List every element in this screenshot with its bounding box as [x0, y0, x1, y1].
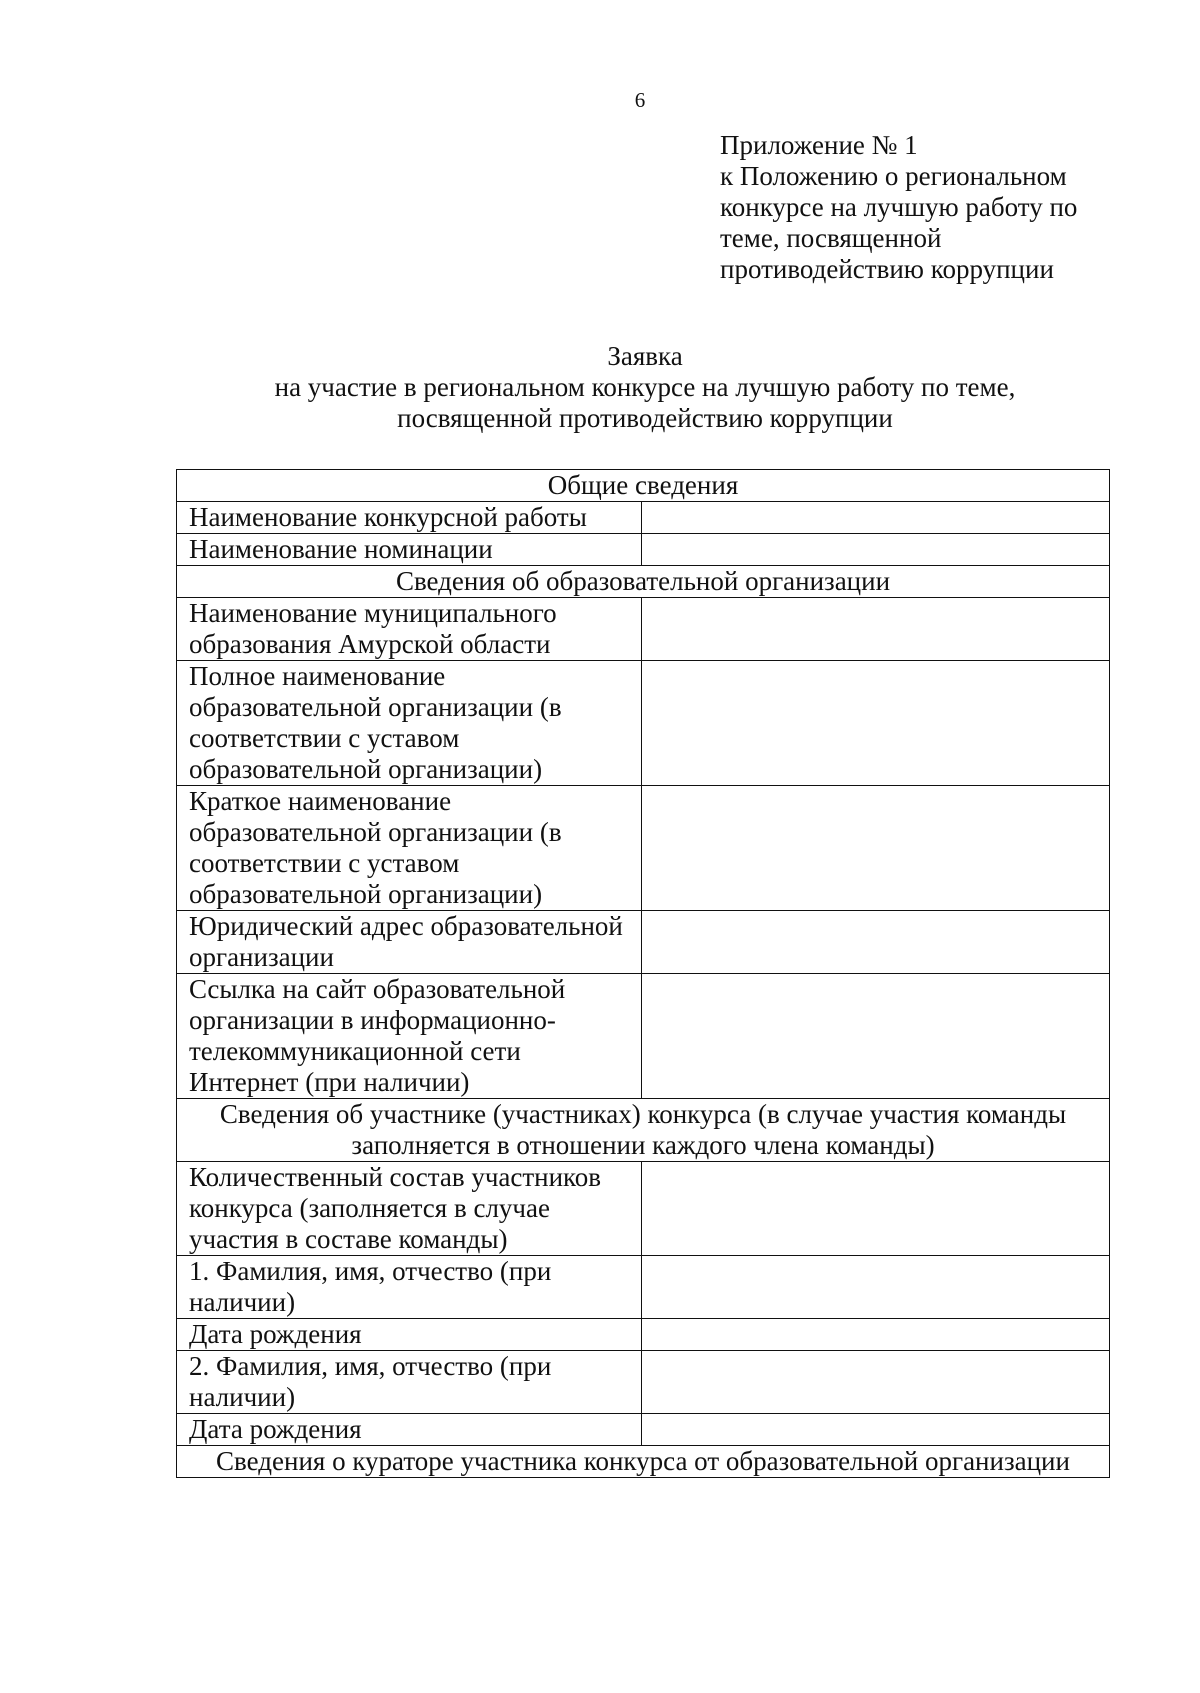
table-row — [177, 1256, 1110, 1319]
field-label-work-name: Наименование конкурсной работы — [177, 502, 642, 534]
page-number: 6 — [634, 88, 646, 112]
table-row — [177, 1162, 1110, 1256]
table-row — [177, 1446, 1110, 1478]
field-value-nomination[interactable] — [642, 534, 1110, 566]
field-value-birth-1[interactable] — [642, 1319, 1110, 1351]
field-label-birth-2: Дата рождения — [177, 1414, 642, 1446]
section-participants-header: Сведения об участнике (участниках) конкурса (в случае участия команды заполняется в отношении каждого члена команды) — [177, 1099, 1110, 1162]
field-label-full-name: Полное наименование образовательной организации (в соответствии с уставом образовательной организации) — [177, 661, 642, 786]
appendix-line: конкурсе на лучшую работу по — [720, 192, 1078, 222]
table-row — [177, 911, 1110, 974]
application-form-table — [176, 469, 1110, 1478]
field-value-work-name[interactable] — [642, 502, 1110, 534]
table-row — [177, 566, 1110, 598]
title-main: Заявка — [607, 341, 683, 371]
table-row — [177, 534, 1110, 566]
field-label-birth-1: Дата рождения — [177, 1319, 642, 1351]
section-curator-header: Сведения о кураторе участника конкурса от образовательной организации — [177, 1446, 1110, 1478]
field-label-legal-address: Юридический адрес образовательной организации — [177, 911, 642, 974]
table-row — [177, 470, 1110, 502]
title-line: на участие в региональном конкурсе на лучшую работу по теме, — [274, 372, 1016, 402]
appendix-header — [720, 130, 1120, 285]
field-value-name-2[interactable] — [642, 1351, 1110, 1414]
field-value-short-name[interactable] — [642, 786, 1110, 911]
field-label-website: Ссылка на сайт образовательной организации в информационно-телекоммуникационной сети Интернет (при наличии) — [177, 974, 642, 1099]
table-row — [177, 974, 1110, 1099]
table-row — [177, 1414, 1110, 1446]
field-value-municipality[interactable] — [642, 598, 1110, 661]
appendix-line: Приложение № 1 — [720, 130, 918, 160]
field-label-municipality: Наименование муниципального образования Амурской области — [177, 598, 642, 661]
table-row — [177, 786, 1110, 911]
field-value-website[interactable] — [642, 974, 1110, 1099]
appendix-line: теме, посвященной — [720, 223, 942, 253]
field-label-short-name: Краткое наименование образовательной организации (в соответствии с уставом образовательной организации) — [177, 786, 642, 911]
field-value-full-name[interactable] — [642, 661, 1110, 786]
table-row — [177, 1319, 1110, 1351]
field-value-legal-address[interactable] — [642, 911, 1110, 974]
field-label-name-1: 1. Фамилия, имя, отчество (при наличии) — [177, 1256, 642, 1319]
section-general-header: Общие сведения — [177, 470, 1110, 502]
field-value-team-size[interactable] — [642, 1162, 1110, 1256]
table-row — [177, 661, 1110, 786]
field-value-birth-2[interactable] — [642, 1414, 1110, 1446]
section-org-header: Сведения об образовательной организации — [177, 566, 1110, 598]
field-label-nomination: Наименование номинации — [177, 534, 642, 566]
field-label-team-size: Количественный состав участников конкурса (заполняется в случае участия в составе команды) — [177, 1162, 642, 1256]
document-title — [180, 341, 1110, 434]
appendix-line: к Положению о региональном — [720, 161, 1067, 191]
title-line: посвященной противодействию коррупции — [397, 403, 893, 433]
table-row — [177, 1351, 1110, 1414]
table-row — [177, 1099, 1110, 1162]
table-row — [177, 598, 1110, 661]
field-value-name-1[interactable] — [642, 1256, 1110, 1319]
appendix-line: противодействию коррупции — [720, 254, 1054, 284]
table-row — [177, 502, 1110, 534]
field-label-name-2: 2. Фамилия, имя, отчество (при наличии) — [177, 1351, 642, 1414]
